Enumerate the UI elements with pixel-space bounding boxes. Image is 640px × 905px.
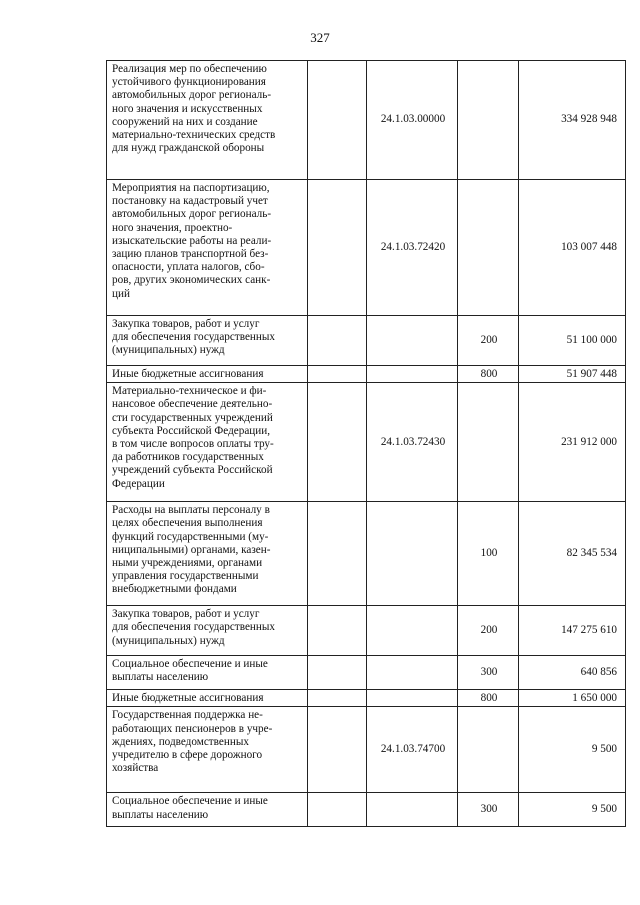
row-code: 24.1.03.72430	[367, 383, 458, 502]
table-row	[107, 606, 626, 656]
row-expense-type: 200	[458, 606, 519, 656]
row-code	[367, 656, 458, 690]
row-expense-type: 800	[458, 366, 519, 383]
empty-cell	[308, 656, 367, 690]
row-amount: 82 345 534	[519, 502, 626, 606]
empty-cell	[308, 690, 367, 707]
row-name: Иные бюджетные ассигнования	[107, 366, 308, 383]
row-amount: 147 275 610	[519, 606, 626, 656]
row-name: Реализация мер по обеспечению устойчивого функционирования автомобильных дорог региональ- ного значения и искусственных сооружений на них и создание материально-технических средств для нужд гражданской обороны	[107, 61, 308, 180]
table-row	[107, 366, 626, 383]
row-code	[367, 793, 458, 827]
empty-cell	[308, 793, 367, 827]
empty-cell	[308, 180, 367, 316]
row-amount: 231 912 000	[519, 383, 626, 502]
row-name: Государственная поддержка не- работающих пенсионеров в учре- ждениях, подведомственных учредителю в сфере дорожного хозяйства	[107, 707, 308, 793]
row-code	[367, 366, 458, 383]
row-amount: 51 907 448	[519, 366, 626, 383]
row-expense-type: 100	[458, 502, 519, 606]
row-expense-type	[458, 383, 519, 502]
row-amount: 9 500	[519, 793, 626, 827]
row-expense-type: 300	[458, 793, 519, 827]
row-name: Расходы на выплаты персоналу в целях обеспечения выполнения функций государственными (му- ниципальными) органами, казен- ными учреждениями, органами управления государственными внебюджетными фондами	[107, 502, 308, 606]
row-expense-type	[458, 61, 519, 180]
row-name: Социальное обеспечение и иные выплаты населению	[107, 656, 308, 690]
table-row	[107, 656, 626, 690]
row-amount: 640 856	[519, 656, 626, 690]
row-expense-type: 300	[458, 656, 519, 690]
row-name: Закупка товаров, работ и услуг для обеспечения государственных (муниципальных) нужд	[107, 606, 308, 656]
table-row	[107, 316, 626, 366]
row-name: Закупка товаров, работ и услуг для обеспечения государственных (муниципальных) нужд	[107, 316, 308, 366]
row-expense-type	[458, 707, 519, 793]
empty-cell	[308, 316, 367, 366]
row-amount: 103 007 448	[519, 180, 626, 316]
budget-table	[106, 60, 626, 827]
row-expense-type: 200	[458, 316, 519, 366]
row-name: Иные бюджетные ассигнования	[107, 690, 308, 707]
table-row	[107, 690, 626, 707]
row-code	[367, 502, 458, 606]
row-name: Материально-техническое и фи- нансовое обеспечение деятельно- сти государственных учреждений субъекта Российской Федерации, в том числе вопросов оплаты тру- да работников государственных учреждений субъекта Российской Федерации	[107, 383, 308, 502]
row-code	[367, 690, 458, 707]
table-row	[107, 61, 626, 180]
table-row	[107, 180, 626, 316]
empty-cell	[308, 61, 367, 180]
row-code	[367, 606, 458, 656]
table-row	[107, 502, 626, 606]
table-row	[107, 707, 626, 793]
row-amount: 1 650 000	[519, 690, 626, 707]
row-amount: 334 928 948	[519, 61, 626, 180]
page-number: 327	[310, 30, 330, 45]
empty-cell	[308, 606, 367, 656]
row-code: 24.1.03.00000	[367, 61, 458, 180]
row-code	[367, 316, 458, 366]
row-code: 24.1.03.72420	[367, 180, 458, 316]
row-expense-type	[458, 180, 519, 316]
row-expense-type: 800	[458, 690, 519, 707]
row-amount: 9 500	[519, 707, 626, 793]
row-code: 24.1.03.74700	[367, 707, 458, 793]
table-row	[107, 383, 626, 502]
row-name: Социальное обеспечение и иные выплаты населению	[107, 793, 308, 827]
row-name: Мероприятия на паспортизацию, постановку на кадастровый учет автомобильных дорог региональ- ного значения, проектно- изыскательские работы на реали- зацию планов транспортной без- опасности, уплата налогов, сбо- ров, других экономических санк- ций	[107, 180, 308, 316]
empty-cell	[308, 383, 367, 502]
table-row	[107, 793, 626, 827]
empty-cell	[308, 366, 367, 383]
row-amount: 51 100 000	[519, 316, 626, 366]
empty-cell	[308, 707, 367, 793]
empty-cell	[308, 502, 367, 606]
